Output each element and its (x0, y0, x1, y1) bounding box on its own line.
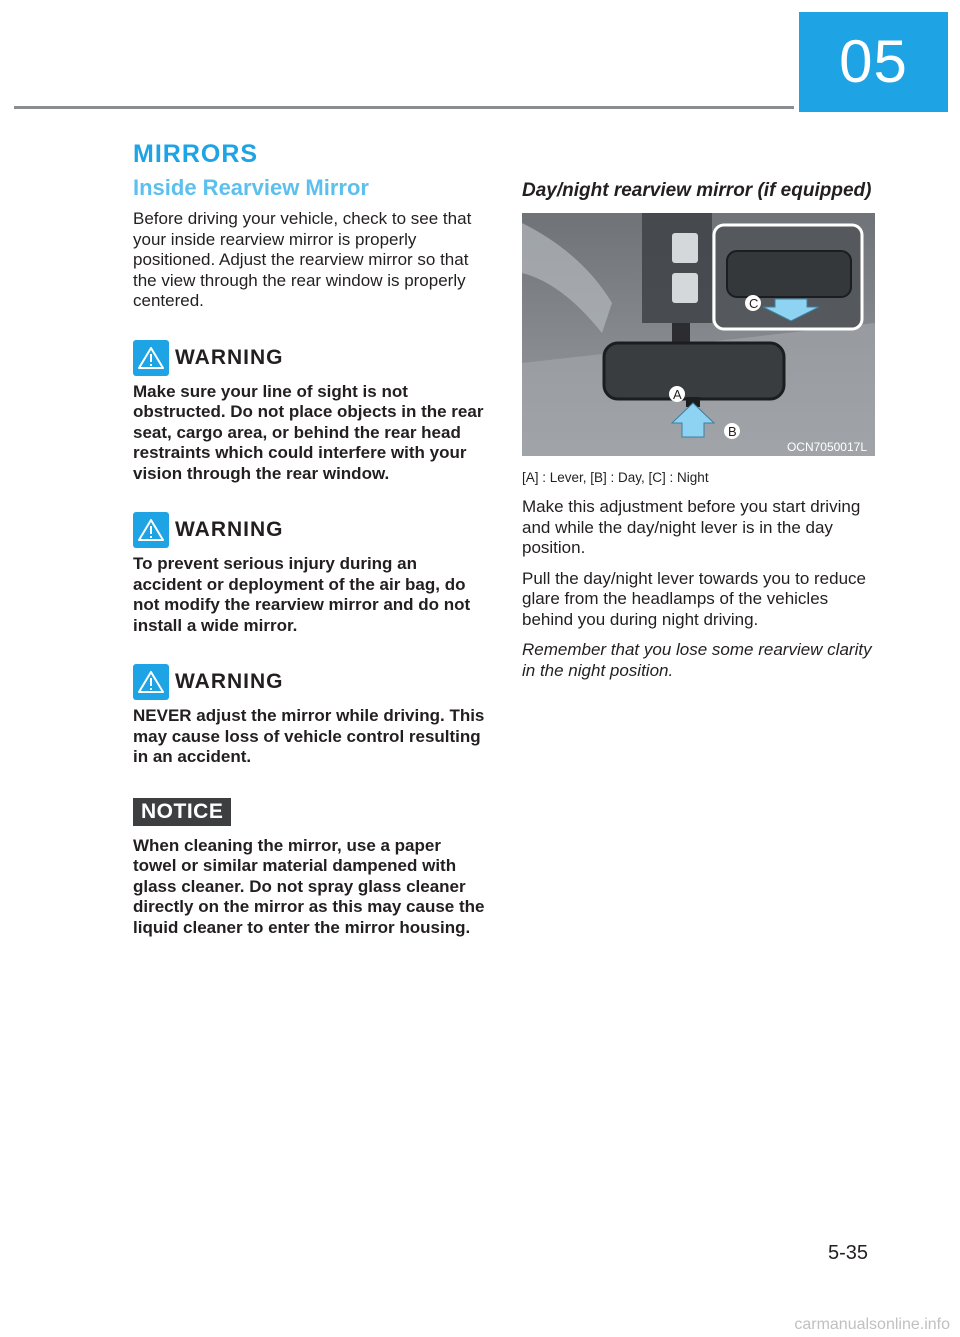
sub-title: Inside Rearview Mirror (133, 175, 369, 200)
figure-caption: [A] : Lever, [B] : Day, [C] : Night (522, 470, 709, 485)
warning-triangle-icon (133, 512, 169, 548)
warning-text: Make sure your line of sight is not obstructed. Do not place objects in the rear seat, cargo area, or behind the rear head restraints which could interfere with your vision through the rear window. (133, 381, 484, 483)
notice-badge: NOTICE (133, 798, 231, 826)
left-column (133, 140, 485, 938)
warning-heading (133, 512, 485, 548)
label-c: C (749, 296, 759, 311)
notice-block (133, 768, 485, 939)
figure-code: OCN7050017L (786, 440, 867, 454)
watermark: carmanualsonline.info (794, 1316, 950, 1333)
adjustment-paragraph: Make this adjustment before you start driving and while the day/night lever is in the day position. (522, 497, 861, 557)
warning-block-2 (133, 512, 485, 636)
warning-label: WARNING (175, 670, 284, 693)
warning-heading (133, 340, 485, 376)
warning-triangle-icon (133, 664, 169, 700)
warning-text: To prevent serious injury during an accident or deployment of the air bag, do not modify the rearview mirror and do not install a wide mirror. (133, 554, 471, 635)
mirror-illustration (522, 213, 875, 456)
section-title: MIRRORS (133, 140, 259, 168)
clarity-note: Remember that you lose some rearview clarity in the night position. (522, 640, 872, 680)
warning-heading (133, 664, 485, 700)
header-rule (14, 106, 794, 109)
label-a: A (673, 387, 682, 402)
intro-paragraph: Before driving your vehicle, check to see that your inside rearview mirror is properly positioned. Adjust the rearview mirror so that the view through the rear window is properly centered. (133, 209, 472, 310)
warning-block-1 (133, 340, 485, 485)
page-number: 5-35 (827, 1242, 868, 1264)
right-column (522, 180, 878, 681)
day-night-heading: Day/night rearview mirror (if equipped) (522, 180, 872, 201)
warning-block-3 (133, 664, 485, 768)
chapter-tab: 05 (799, 12, 948, 112)
warning-text: NEVER adjust the mirror while driving. This may cause loss of vehicle control resulting in an accident. (133, 706, 485, 766)
warning-triangle-icon (133, 340, 169, 376)
mirror-figure (522, 213, 875, 456)
warning-label: WARNING (175, 345, 284, 369)
label-b: B (728, 424, 737, 439)
notice-text: When cleaning the mirror, use a paper towel or similar material dampened with glass cleaner. Do not spray glass cleaner directly on the mirror as this may cause the liquid cleaner to enter the mirror housing. (133, 835, 485, 937)
warning-label: WARNING (175, 518, 284, 541)
night-driving-paragraph: Pull the day/night lever towards you to reduce glare from the headlamps of the vehicles behind you during night driving. (522, 568, 866, 629)
